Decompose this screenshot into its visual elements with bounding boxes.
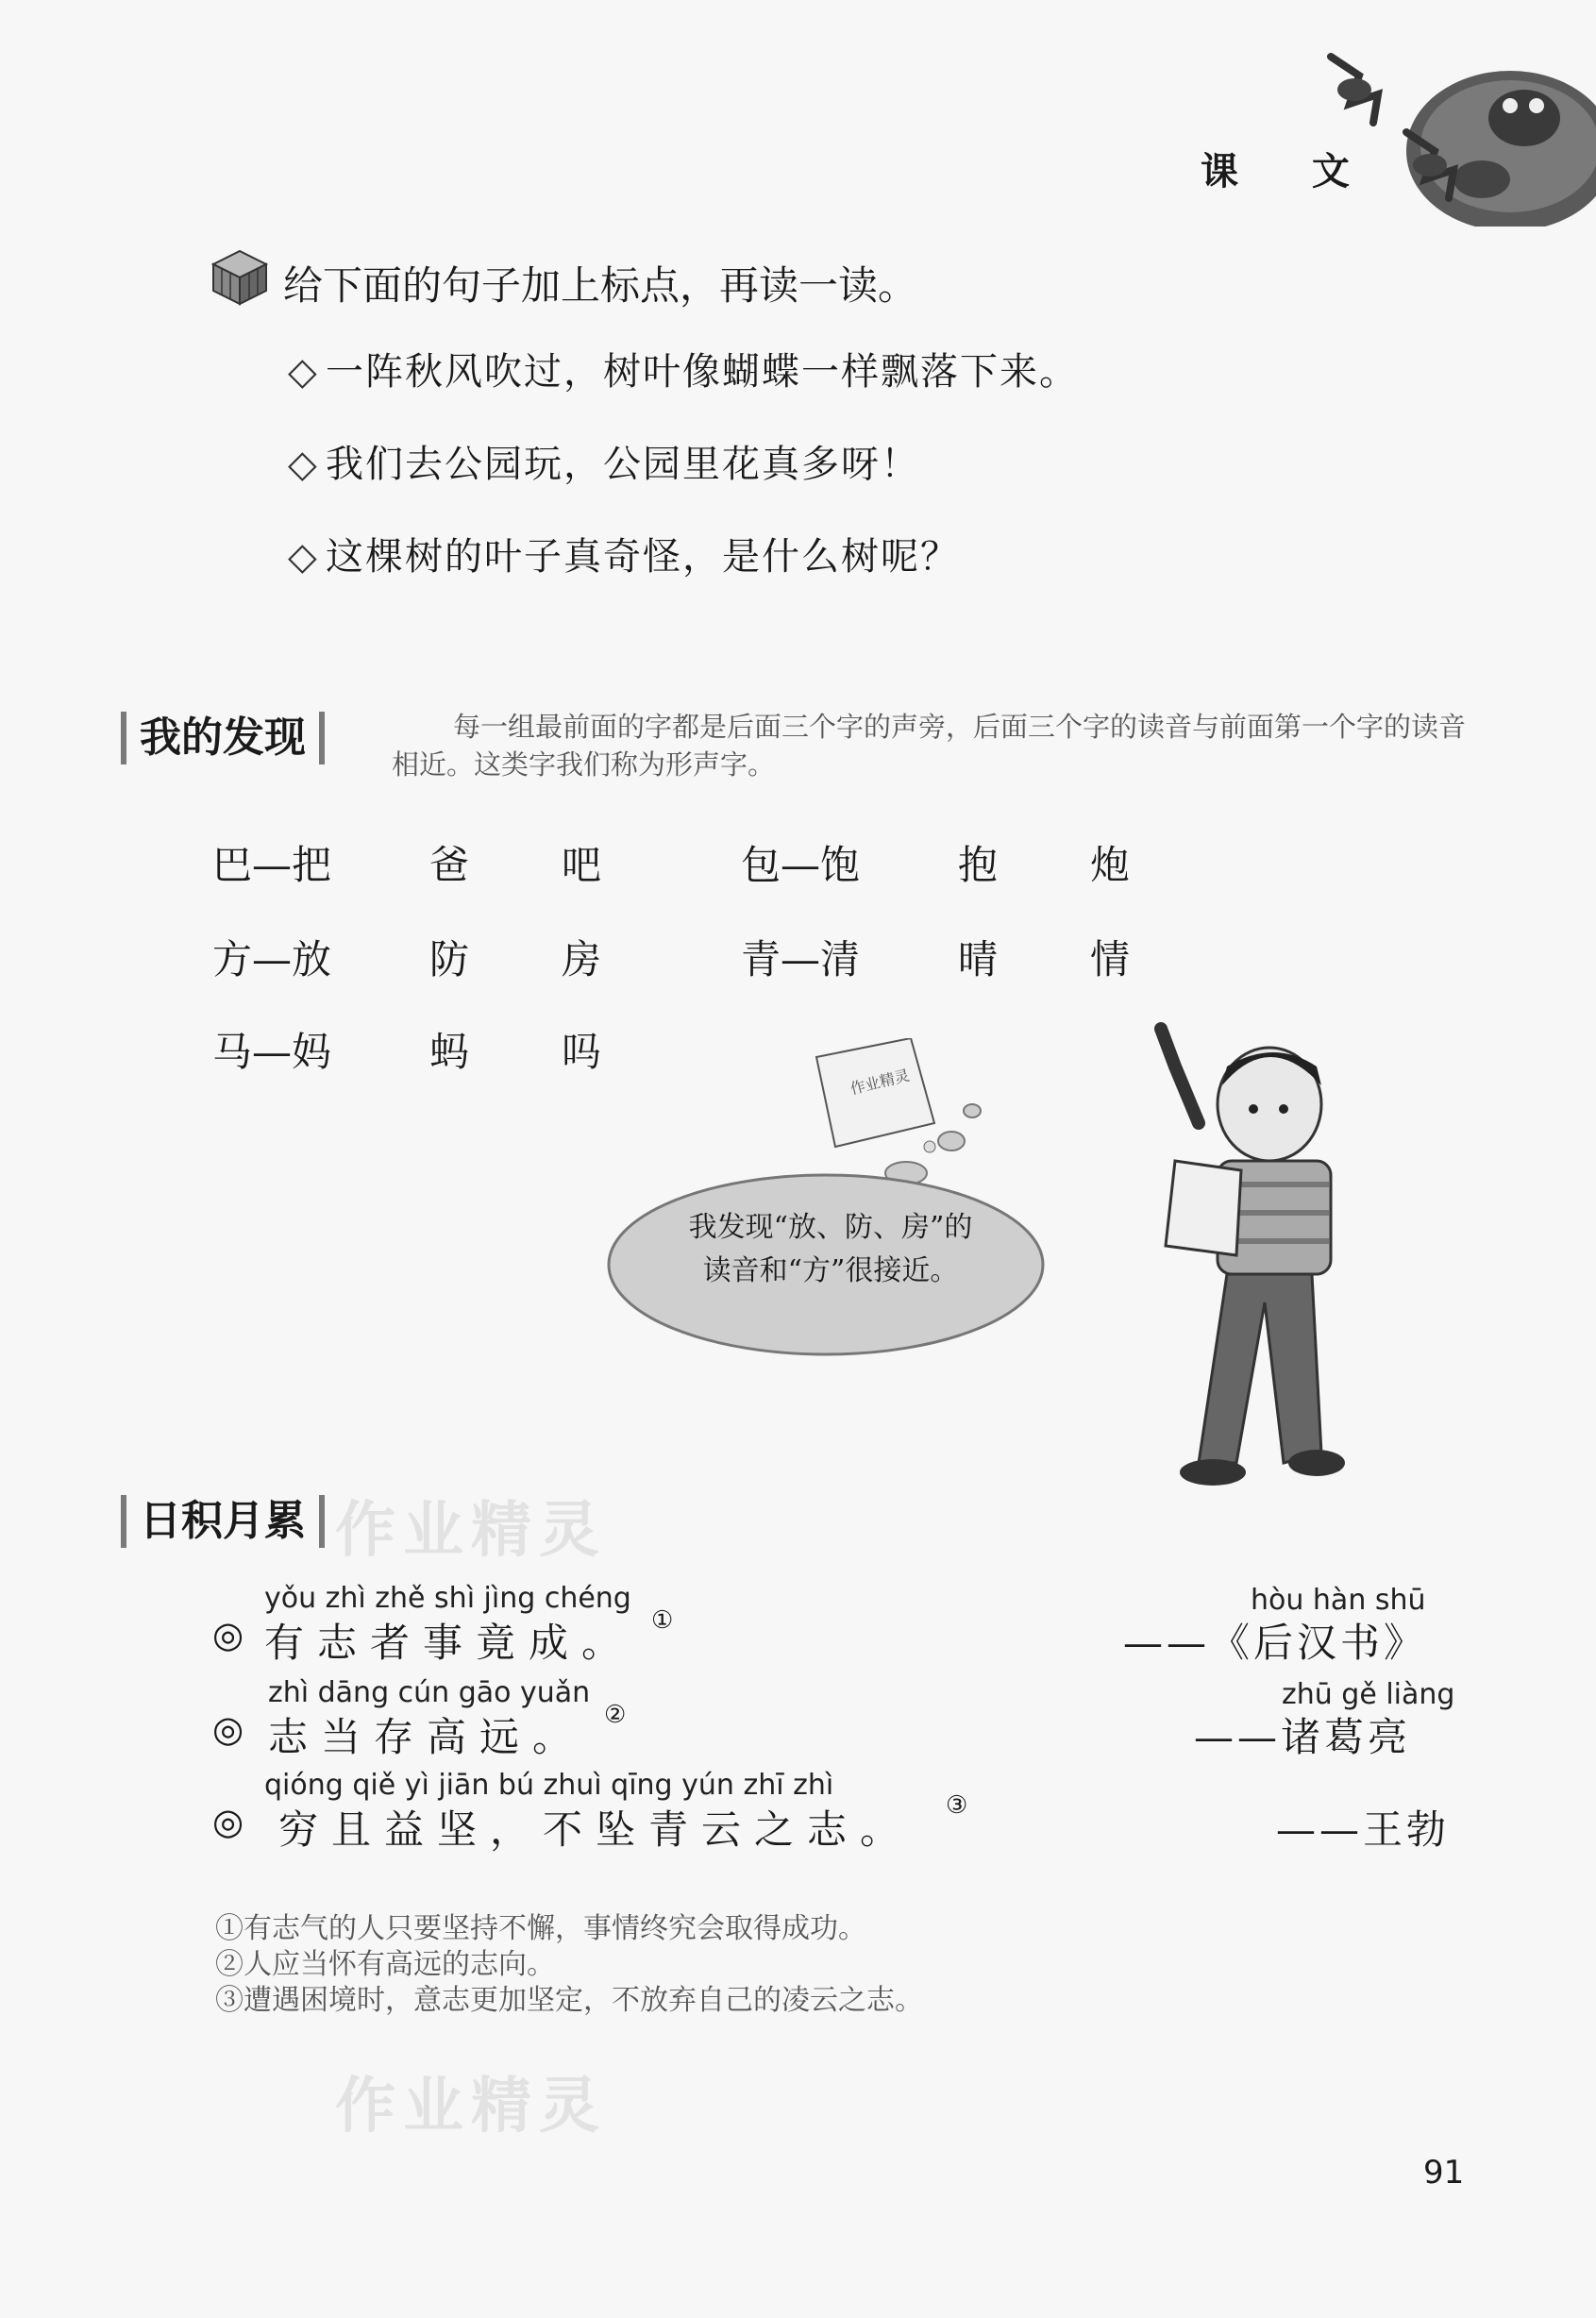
boy-reading-illustration <box>1133 1019 1397 1510</box>
char-item: 蚂 <box>429 1029 470 1075</box>
char-group-base: 青—清 <box>741 936 861 983</box>
double-circle-bullet-icon: ◎ <box>212 1614 244 1655</box>
quote-source: ——诸葛亮 <box>1194 1714 1412 1760</box>
frog-lotus-illustration <box>1293 38 1596 227</box>
diamond-bullet-icon: ◇ <box>288 535 319 579</box>
rubiks-cube-icon <box>210 247 270 308</box>
section-heading-accumulation: 日积月累 <box>121 1495 325 1548</box>
diamond-bullet-icon: ◇ <box>288 350 319 394</box>
quote-pinyin: yǒu zhì zhě shì jìng chéng <box>264 1582 631 1615</box>
sentence-item <box>288 434 920 488</box>
quote-text: 有志者事竟成。 <box>264 1620 635 1666</box>
quote-source: ——王勃 <box>1276 1806 1451 1853</box>
sentence-text: 我们去公园玩，公园里花真多呀！ <box>326 443 920 486</box>
char-group-base: 巴—把 <box>212 842 332 888</box>
sentence-item <box>288 342 1079 395</box>
quote-pinyin: zhì dāng cún gāo yuǎn <box>268 1676 591 1709</box>
quote-text: 志当存高远。 <box>268 1714 586 1760</box>
footnote-item: ③遭遇困境时，意志更加坚定，不放弃自己的凌云之志。 <box>215 1984 923 2017</box>
char-item: 抱 <box>958 842 999 888</box>
source-pinyin: zhū gě liàng <box>1282 1678 1455 1711</box>
quote-note-mark: ① <box>651 1606 674 1635</box>
discovery-note: 每一组最前面的字都是后面三个字的声旁，后面三个字的读音与前面第一个字的读音相近。这类字我们称为形声字。 <box>392 711 1467 781</box>
char-group-base: 方—放 <box>212 936 332 983</box>
char-item: 吗 <box>562 1029 602 1075</box>
thought-bubble-text: 我发现“放、防、房”的读音和“方”很接近。 <box>688 1211 973 1287</box>
sentence-text: 这棵树的叶子真奇怪，是什么树呢？ <box>326 535 960 579</box>
double-circle-bullet-icon: ◎ <box>212 1801 244 1842</box>
char-group-base: 马—妈 <box>212 1029 332 1075</box>
sentence-text: 一阵秋风吹过，树叶像蝴蝶一样飘落下来。 <box>326 350 1079 394</box>
diamond-bullet-icon: ◇ <box>288 443 319 486</box>
quote-source: ——《后汉书》 <box>1123 1620 1428 1666</box>
double-circle-bullet-icon: ◎ <box>212 1708 244 1750</box>
sentence-item <box>288 527 960 580</box>
source-pinyin: hòu hàn shū <box>1251 1584 1426 1617</box>
char-item: 晴 <box>958 936 999 983</box>
section-heading-discovery: 我的发现 <box>121 712 325 764</box>
quote-pinyin: qióng qiě yì jiān bú zhuì qīng yún zhī zhì <box>264 1769 834 1802</box>
quote-text: 穷且益坚，不坠青云之志。 <box>278 1806 914 1853</box>
exercise-instruction: 给下面的句子加上标点，再读一读。 <box>283 262 918 309</box>
char-item: 爸 <box>429 842 470 888</box>
section-label: 课 文 <box>1201 149 1380 193</box>
quote-note-mark: ② <box>604 1701 627 1729</box>
char-item: 防 <box>429 936 470 983</box>
paper-label: 作业精灵 <box>848 1066 912 1099</box>
watermark-text: 作业精灵 <box>335 1496 607 1566</box>
char-item: 情 <box>1090 936 1131 983</box>
footnote-item: ①有志气的人只要坚持不懈，事情终究会取得成功。 <box>215 1912 866 1945</box>
char-group-base: 包—饱 <box>741 842 861 888</box>
char-item: 吧 <box>562 842 602 888</box>
char-item: 炮 <box>1090 842 1131 888</box>
footnote-item: ②人应当怀有高远的志向。 <box>215 1948 555 1981</box>
char-item: 房 <box>562 936 602 983</box>
watermark-text: 作业精灵 <box>335 2072 607 2142</box>
page-number: 91 <box>1423 2154 1465 2192</box>
quote-note-mark: ③ <box>946 1791 968 1820</box>
